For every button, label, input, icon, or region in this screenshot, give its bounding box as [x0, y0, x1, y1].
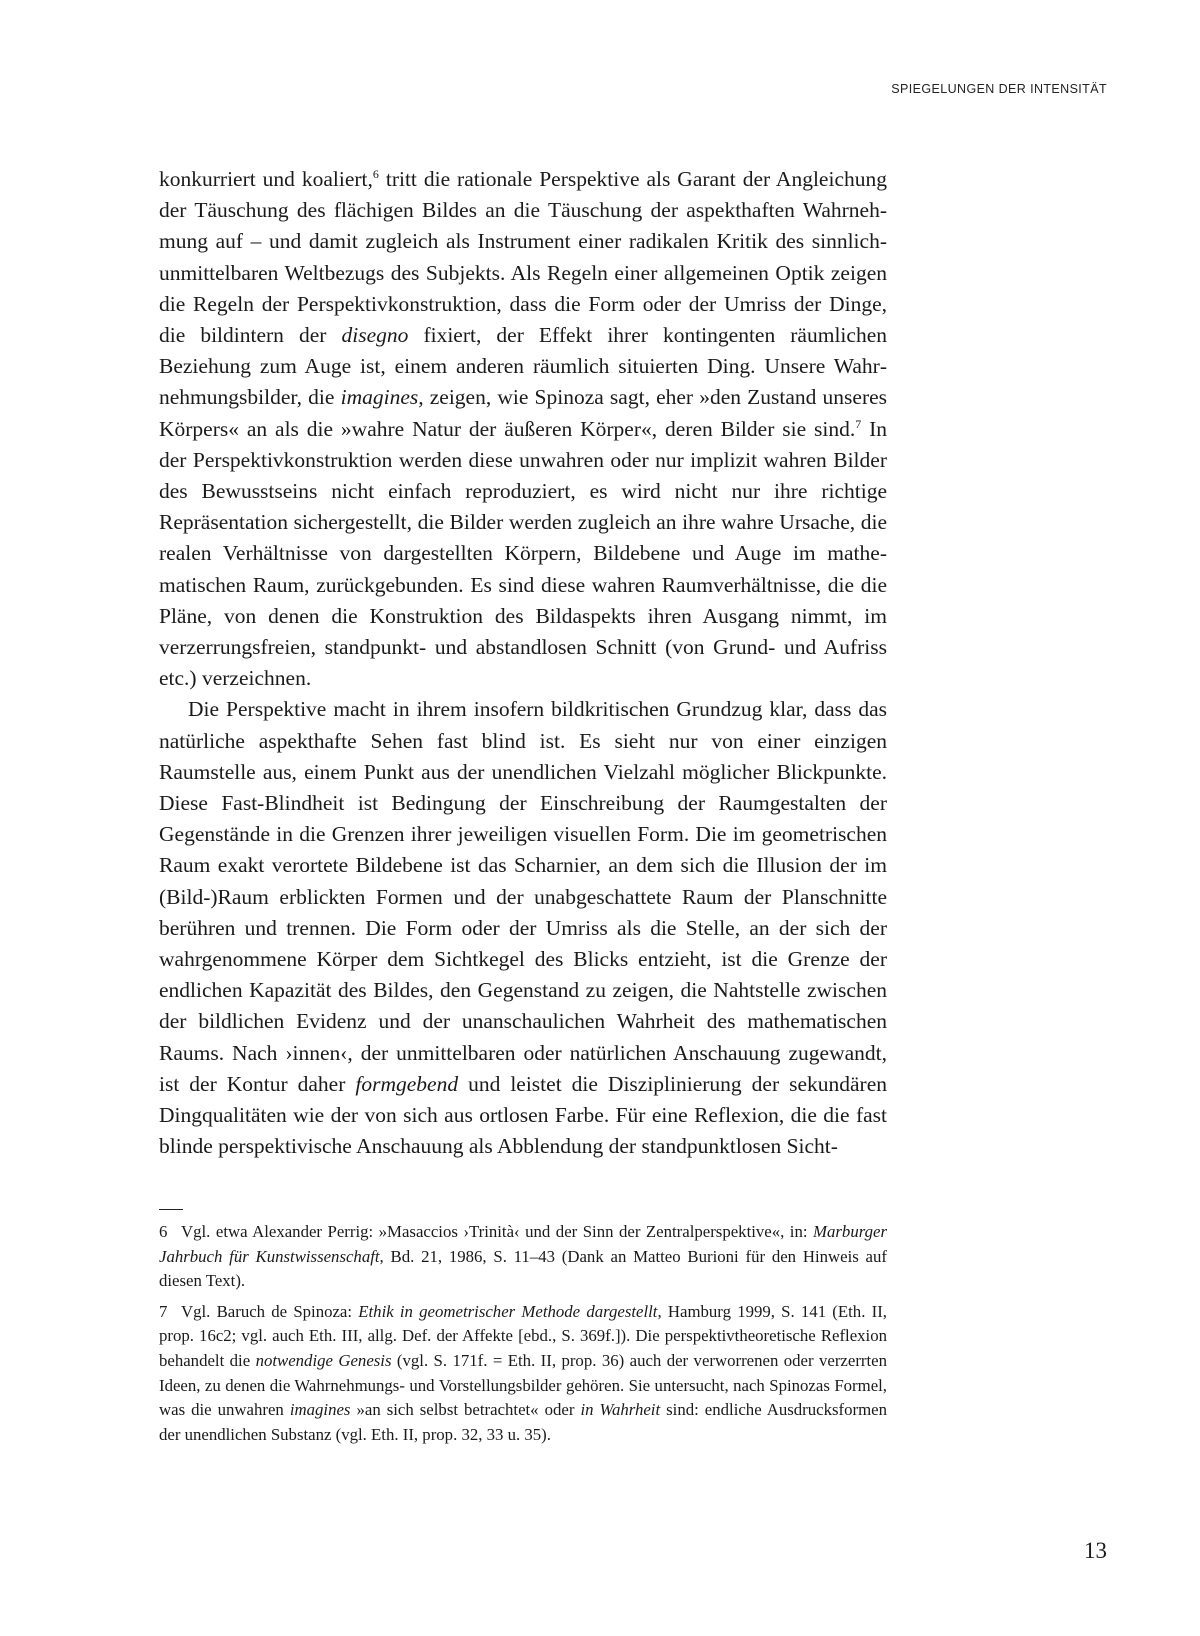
text-run: (vgl. S. 171f. = Eth. II, prop. 36) auch der verworrenen oder verzerrten Ideen, zu denen die Wahrnehmungs- und Vorstellungsbilder gehören. Sie untersucht, nach Spinozas Formel, was die unwahren	[159, 1350, 887, 1420]
text-run: In der Perspektivkonstruktion werden diese unwahren oder nur implizit wahren Bilder des Bewusstseins nicht einfach reproduziert, es wird nicht nur ihre richtige Repräsentation sichergestellt, die Bilder werden zugleich an ihre wahre Ursache, die realen Verhältnisse von dargestellten Körpern, Bildebene und Auge im mathematischen Raum, zurückgebunden. Es sind diese wahren Raumverhältnisse, die die Pläne, von denen die Konstruktion des Bildaspekts ihren Ausgang nimmt, im verzerrungsfreien, standpunkt- und abstandlosen Schnitt (von Grund- und Aufriss etc.) verzeichnen.	[159, 416, 887, 691]
italic-term: imagines,	[340, 385, 424, 410]
footnote-separator	[159, 1209, 183, 1210]
footnotes	[159, 1220, 887, 1453]
italic-title: Ethik in geometrischer Methode dargestellt	[358, 1301, 658, 1321]
italic-term: in Wahrheit	[580, 1400, 661, 1420]
running-head: SPIEGELUNGEN DER INTENSITÄT	[891, 82, 1107, 96]
text-run: , Bd. 21, 1986, S. 11–43 (Dank an Matteo Burioni für den Hinweis auf diesen Text).	[159, 1246, 887, 1291]
text-run: fixiert, der Effekt ihrer kontingenten räumlichen Beziehung zum Auge ist, einem anderen räumlich situierten Ding. Unsere Wahrnehmungsbilder, die	[159, 323, 887, 410]
text-run: Vgl. Baruch de Spinoza:	[181, 1301, 359, 1321]
footnote-6	[159, 1220, 887, 1294]
text-run: Vgl. etwa Alexander Perrig: »Masaccios ›Trinità‹ und der Sinn der Zentralperspektive«, in:	[181, 1222, 814, 1241]
footnote-7	[159, 1300, 887, 1448]
text-run: konkurriert und koaliert,	[159, 167, 373, 191]
italic-term: disegno	[341, 323, 409, 348]
italic-term: imagines	[289, 1400, 351, 1420]
footnote-number: 6	[159, 1222, 168, 1241]
text-run: Die Perspektive macht in ihrem insofern bildkritischen Grundzug klar, dass das natürliche aspekthafte Sehen fast blind ist. Es sieht nur von einer einzigen Raumstelle aus, einem Punkt aus der unendlichen Vielzahl möglicher Blickpunkte. Diese Fast-Blindheit ist Bedingung der Einschreibung der Raumgestalten der Gegenstände in die Grenzen ihrer jeweiligen visuellen Form. Die im geometrischen Raum exakt verortete Bildebene ist das Scharnier, an dem sich die Illusion der im (Bild-)Raum erblickten Formen und der unabgeschattete Raum der Planschnitte berühren und trennen. Die Form oder der Umriss als die Stelle, an der sich der wahrgenommene Körper dem Sichtkegel des Blicks entzieht, ist die Grenze der endlichen Kapazität des Bildes, den Gegenstand zu zeigen, die Nahtstelle zwischen der bildlichen Evidenz und der unanschaulichen Wahrheit des mathematischen Raums. Nach ›innen‹, der unmittelbaren oder natürlichen Anschauung zugewandt, ist der Kontur daher	[159, 697, 887, 1096]
text-run: »an sich selbst betrachtet« oder	[350, 1400, 581, 1420]
footnote-ref-6: 6	[372, 166, 379, 181]
text-run: und leistet die Disziplinierung der sekundären Dingqualitäten wie der von sich aus ortlosen Farbe. Für eine Reflexion, die die fast blinde perspektivische Anschauung als Abblendung der standpunktlosen Sicht-	[159, 1071, 888, 1159]
text-run: sind: endliche Ausdrucksformen der unendlichen Substanz (vgl. Eth. II, prop. 32, 33 u. 35).	[159, 1400, 887, 1444]
paragraph-1	[159, 164, 887, 694]
footnote-number: 7	[159, 1301, 168, 1321]
main-text	[159, 164, 887, 1163]
text-run: , Hamburg 1999, S. 141 (Eth. II, prop. 16c2; vgl. auch Eth. III, allg. Def. der Affekte [ebd., S. 369f.]). Die perspektivtheoretische Reflexion behandelt die	[159, 1301, 887, 1370]
text-run: zeigen, wie Spinoza sagt, eher »den Zustand unseres Körpers« an als die »wahre Natur der äußeren Körper«, deren Bilder sie sind.	[159, 385, 888, 441]
text-run: tritt die rationale Perspektive als Garant der Angleichung der Täuschung des flächigen Bildes an die Täuschung der aspekthaften Wahrnehmung auf – und damit zugleich als Instrument einer radikalen Kritik des sinnlich-unmittelbaren Weltbezugs des Subjekts. Als Regeln einer allgemeinen Optik zeigen die Regeln der Perspektivkonstruktion, dass die Form oder der Umriss der Dinge, die bildintern der	[159, 167, 887, 348]
footnote-ref-7: 7	[855, 416, 862, 431]
italic-term: notwendige Genesis	[255, 1350, 392, 1370]
italic-title: Marburger Jahrbuch für Kunstwissenschaft	[159, 1222, 887, 1266]
page-number: 13	[1084, 1538, 1107, 1563]
italic-term: formgebend	[355, 1071, 459, 1096]
paragraph-2	[159, 694, 887, 1162]
